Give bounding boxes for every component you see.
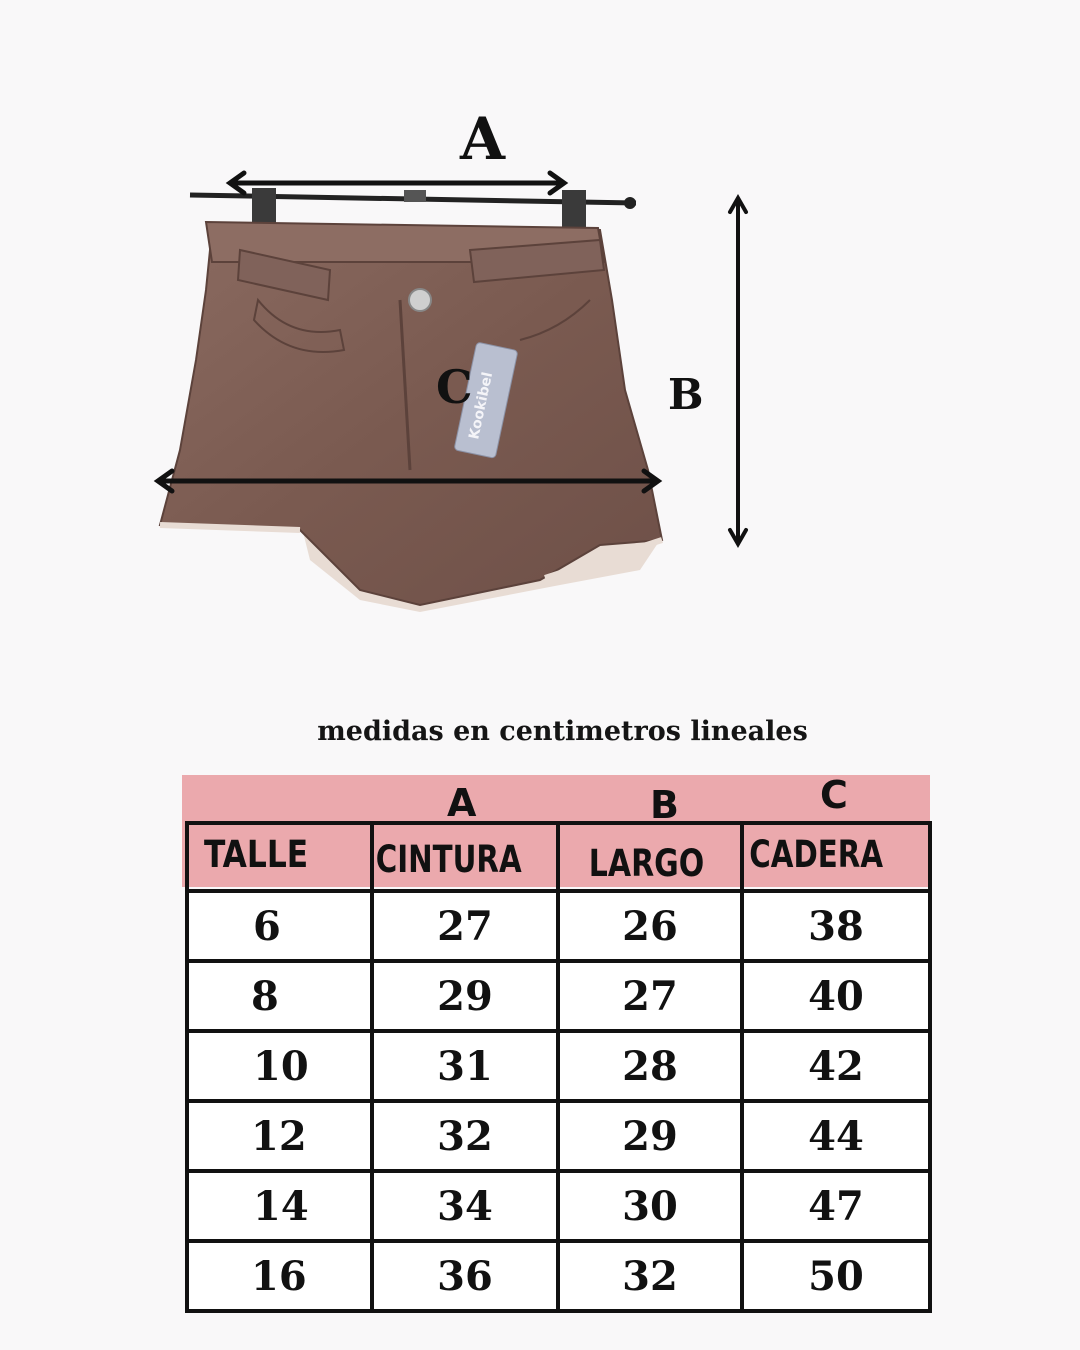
measurement-caption: medidas en centimetros lineales	[317, 716, 808, 747]
table-row	[187, 1101, 930, 1171]
hip-cell: 38	[742, 891, 930, 961]
header-cintura: CINTURA	[372, 823, 558, 891]
product-photo	[0, 0, 1080, 660]
header-talle: TALLE	[187, 823, 372, 891]
header-cadera: CADERA	[742, 823, 930, 891]
table-row	[187, 961, 930, 1031]
arrow-b-icon	[730, 198, 746, 544]
length-cell: 26	[558, 891, 742, 961]
waist-cell: 36	[372, 1241, 558, 1311]
size-cell: 14	[187, 1171, 372, 1241]
hip-cell: 47	[742, 1171, 930, 1241]
waist-cell: 29	[372, 961, 558, 1031]
column-letter-b: B	[650, 783, 679, 827]
column-letter-a: A	[447, 781, 477, 825]
length-cell: 32	[558, 1241, 742, 1311]
hip-cell: 50	[742, 1241, 930, 1311]
dimension-label-b: B	[668, 370, 704, 419]
table-row	[187, 1241, 930, 1311]
hip-cell: 44	[742, 1101, 930, 1171]
size-cell: 10	[187, 1031, 372, 1101]
column-letter-c: C	[820, 773, 848, 817]
size-table	[185, 821, 932, 1313]
waist-cell: 34	[372, 1171, 558, 1241]
size-cell: 16	[187, 1241, 372, 1311]
arrow-a-icon	[230, 173, 564, 193]
size-cell: 6	[187, 891, 372, 961]
denim-shorts	[160, 222, 662, 612]
table-row	[187, 891, 930, 961]
header-largo: LARGO	[558, 823, 742, 891]
length-cell: 27	[558, 961, 742, 1031]
dimension-label-c: C	[436, 360, 473, 414]
table-row	[187, 1031, 930, 1101]
tag-brand-text: Kookibel	[466, 370, 497, 441]
hip-cell: 40	[742, 961, 930, 1031]
table-row	[187, 1171, 930, 1241]
waist-cell: 27	[372, 891, 558, 961]
table-header-row	[187, 823, 930, 891]
size-cell: 8	[187, 961, 372, 1031]
length-cell: 28	[558, 1031, 742, 1101]
hip-cell: 42	[742, 1031, 930, 1101]
waist-cell: 31	[372, 1031, 558, 1101]
length-cell: 29	[558, 1101, 742, 1171]
dimension-label-a: A	[460, 105, 506, 173]
size-cell: 12	[187, 1101, 372, 1171]
waist-cell: 32	[372, 1101, 558, 1171]
length-cell: 30	[558, 1171, 742, 1241]
